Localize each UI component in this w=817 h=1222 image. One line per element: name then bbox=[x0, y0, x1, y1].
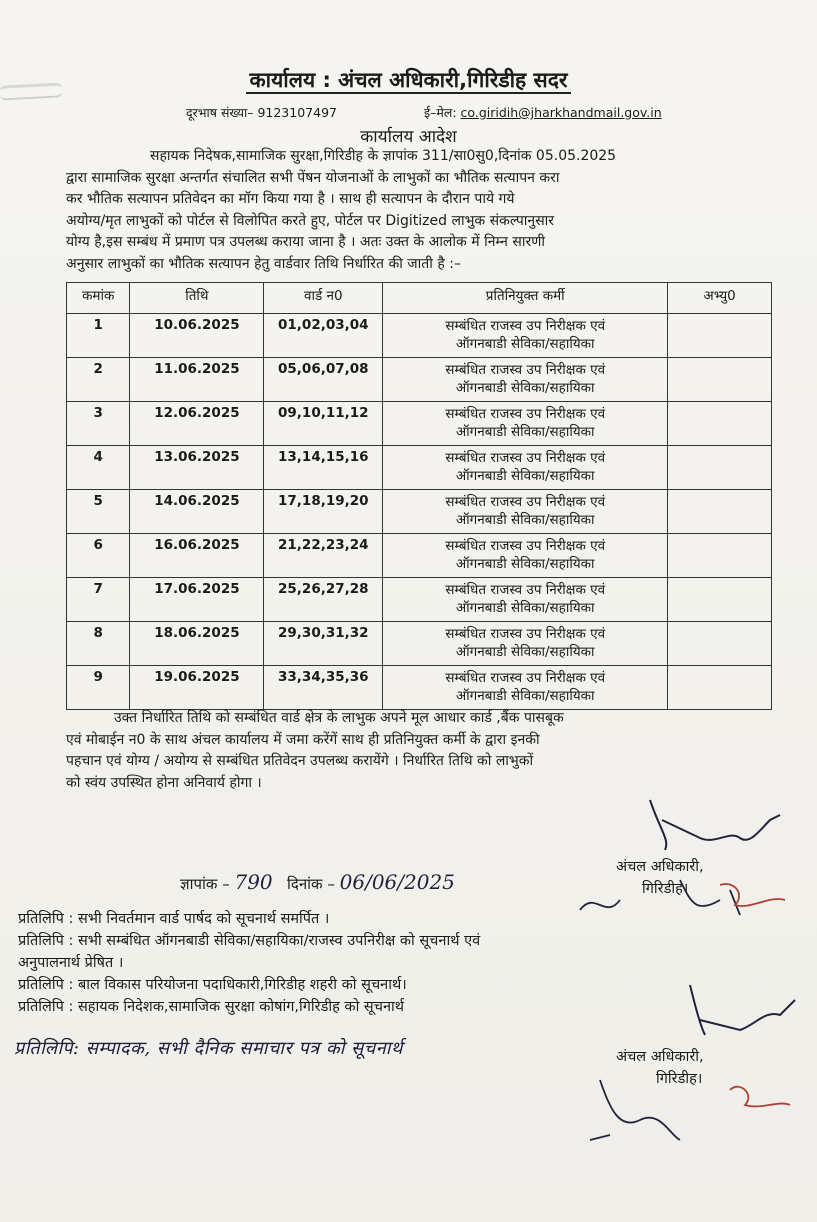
date-cell: 11.06.2025 bbox=[130, 358, 264, 402]
initials-stamp bbox=[580, 1060, 800, 1150]
verification-schedule-table bbox=[66, 282, 772, 710]
serial-cell: 9 bbox=[67, 666, 130, 710]
body-line: उक्त निर्धारित तिथि को सम्बंधित वार्ड क्षेत्र के लाभुक अपने मूल आधार कार्ड ,बैंक पासबूक bbox=[114, 710, 564, 726]
staff-cell bbox=[383, 446, 668, 490]
copy-line: अनुपालनार्थ प्रेषित । bbox=[18, 955, 124, 971]
office-title: कार्यालय : अंचल अधिकारी,गिरिडीह सदर bbox=[0, 66, 817, 94]
body-line: पहचान एवं योग्य / अयोग्य से सम्बंधित प्रतिवेदन उपलब्ध करायेंगे । निर्धारित तिथि को लाभुकों bbox=[66, 753, 534, 769]
body-line: सहायक निदेषक,सामाजिक सुरक्षा,गिरिडीह के ज्ञापांक 311/सा0सु0,दिनांक 05.05.2025 bbox=[150, 148, 617, 164]
ward-cell: 17,18,19,20 bbox=[264, 490, 383, 534]
instructions-paragraph bbox=[66, 708, 772, 794]
signatory-designation: अंचल अधिकारी, bbox=[616, 859, 704, 875]
remarks-cell bbox=[668, 314, 772, 358]
table-row bbox=[67, 314, 772, 358]
signatory-designation: अंचल अधिकारी, bbox=[616, 1049, 704, 1065]
staff-line: ऑगनबाडी सेविका/सहायिका bbox=[455, 468, 595, 484]
phone-number: दूरभाष संख्या– 9123107497 bbox=[186, 105, 337, 120]
email-line: ई–मेल: co.giridih@jharkhandmail.gov.in bbox=[424, 105, 662, 120]
staff-line: सम्बंधित राजस्व उप निरीक्षक एवं bbox=[445, 670, 606, 686]
date-cell: 13.06.2025 bbox=[130, 446, 264, 490]
staff-line: सम्बंधित राजस्व उप निरीक्षक एवं bbox=[445, 318, 606, 334]
signatory-place: गिरिडीह। bbox=[656, 1071, 703, 1087]
copy-line: प्रतिलिपि : सभी सम्बंधित ऑगनबाडी सेविका/सहायिका/राजस्व उपनिरीक्ष को सूचनार्थ एवं bbox=[18, 933, 481, 949]
remarks-cell bbox=[668, 358, 772, 402]
body-line: कर भौतिक सत्यापन प्रतिवेदन का मॉग किया गया है । साथ ही सत्यापन के दौरान पाये गये bbox=[66, 191, 515, 207]
body-line: योग्य है,इस सम्बंध में प्रमाण पत्र उपलब्ध कराया जाना है । अतः उक्त के आलोक में निम्न सारणी bbox=[66, 234, 545, 250]
remarks-cell bbox=[668, 578, 772, 622]
copy-distribution bbox=[18, 908, 778, 1018]
serial-cell: 2 bbox=[67, 358, 130, 402]
header-serial: कमांक bbox=[67, 283, 130, 314]
signature-scribble bbox=[670, 980, 800, 1040]
copy-line: प्रतिलिपि : सभी निवर्तमान वार्ड पार्षद को सूचनार्थ समर्पित । bbox=[18, 911, 330, 927]
signatory-place: गिरिडीह। bbox=[642, 881, 689, 897]
body-line: को स्वंय उपस्थित होना अनिवार्य होगा । bbox=[66, 774, 262, 791]
ward-cell: 33,34,35,36 bbox=[264, 666, 383, 710]
ward-cell: 09,10,11,12 bbox=[264, 402, 383, 446]
serial-cell: 8 bbox=[67, 622, 130, 666]
date-cell: 19.06.2025 bbox=[130, 666, 264, 710]
table-row bbox=[67, 578, 772, 622]
order-body bbox=[66, 146, 772, 275]
remarks-cell bbox=[668, 534, 772, 578]
order-title: कार्यालय आदेश bbox=[360, 127, 457, 147]
copy-line: प्रतिलिपि : बाल विकास परियोजना पदाधिकारी,गिरिडीह शहरी को सूचनार्थ। bbox=[18, 977, 407, 993]
ward-cell: 13,14,15,16 bbox=[264, 446, 383, 490]
handwritten-copy-note: प्रतिलिपि: सम्पादक, सभी दैनिक समाचार पत्र को सूचनार्थ bbox=[14, 1038, 403, 1059]
memo-reference: ज्ञापांक – 790 दिनांक – 06/06/2025 bbox=[180, 870, 455, 894]
staff-line: सम्बंधित राजस्व उप निरीक्षक एवं bbox=[445, 406, 606, 422]
header-remarks: अभ्यु0 bbox=[668, 283, 772, 314]
remarks-cell bbox=[668, 446, 772, 490]
staff-cell bbox=[383, 490, 668, 534]
staff-line: सम्बंधित राजस्व उप निरीक्षक एवं bbox=[445, 450, 606, 466]
staff-line: सम्बंधित राजस्व उप निरीक्षक एवं bbox=[445, 494, 606, 510]
remarks-cell bbox=[668, 490, 772, 534]
table-row bbox=[67, 622, 772, 666]
table-row bbox=[67, 534, 772, 578]
ward-cell: 25,26,27,28 bbox=[264, 578, 383, 622]
staff-line: सम्बंधित राजस्व उप निरीक्षक एवं bbox=[445, 626, 606, 642]
ward-cell: 21,22,23,24 bbox=[264, 534, 383, 578]
staff-line: ऑगनबाडी सेविका/सहायिका bbox=[455, 644, 595, 660]
ward-cell: 05,06,07,08 bbox=[264, 358, 383, 402]
table-row bbox=[67, 358, 772, 402]
serial-cell: 7 bbox=[67, 578, 130, 622]
serial-cell: 1 bbox=[67, 314, 130, 358]
staff-line: ऑगनबाडी सेविका/सहायिका bbox=[455, 336, 595, 352]
staff-line: ऑगनबाडी सेविका/सहायिका bbox=[455, 600, 595, 616]
remarks-cell bbox=[668, 622, 772, 666]
body-line: अनुसार लाभुकों का भौतिक सत्यापन हेतु वार्डवार तिथि निर्धारित की जाती है :– bbox=[66, 255, 461, 272]
serial-cell: 3 bbox=[67, 402, 130, 446]
date-cell: 12.06.2025 bbox=[130, 402, 264, 446]
staff-line: ऑगनबाडी सेविका/सहायिका bbox=[455, 512, 595, 528]
date-cell: 14.06.2025 bbox=[130, 490, 264, 534]
staff-cell bbox=[383, 578, 668, 622]
body-line: अयोग्य/मृत लाभुकों को पोर्टल से विलोपित करते हुए, पोर्टल पर Digitized लाभुक संकल्पानुसार bbox=[66, 212, 555, 229]
staff-line: ऑगनबाडी सेविका/सहायिका bbox=[455, 688, 595, 704]
staff-cell bbox=[383, 666, 668, 710]
header-ward: वार्ड न0 bbox=[264, 283, 383, 314]
table-header-row bbox=[67, 283, 772, 314]
date-cell: 16.06.2025 bbox=[130, 534, 264, 578]
staff-line: ऑगनबाडी सेविका/सहायिका bbox=[455, 556, 595, 572]
staff-line: सम्बंधित राजस्व उप निरीक्षक एवं bbox=[445, 362, 606, 378]
serial-cell: 5 bbox=[67, 490, 130, 534]
memo-date: 06/06/2025 bbox=[339, 870, 455, 894]
staff-line: ऑगनबाडी सेविका/सहायिका bbox=[455, 424, 595, 440]
body-line: एवं मोबाईन न0 के साथ अंचल कार्यालय में जमा करेंगें साथ ही प्रतिनियुक्त कर्मी के द्वारा इनकी bbox=[66, 731, 540, 748]
staff-line: सम्बंधित राजस्व उप निरीक्षक एवं bbox=[445, 538, 606, 554]
staff-cell bbox=[383, 314, 668, 358]
body-line: द्वारा सामाजिक सुरक्षा अन्तर्गत संचालित सभी पेंषन योजनाओं के लाभुकों का भौतिक सत्यापन करा bbox=[66, 169, 560, 186]
header-staff: प्रतिनियुक्त कर्मी bbox=[383, 283, 668, 314]
memo-number: 790 bbox=[234, 870, 273, 894]
table-row bbox=[67, 402, 772, 446]
table-row bbox=[67, 446, 772, 490]
staff-line: ऑगनबाडी सेविका/सहायिका bbox=[455, 380, 595, 396]
copy-line: प्रतिलिपि : सहायक निदेशक,सामाजिक सुरक्षा कोषांग,गिरिडीह को सूचनार्थ bbox=[18, 999, 405, 1015]
table-row bbox=[67, 666, 772, 710]
staff-cell bbox=[383, 534, 668, 578]
signature-scribble bbox=[640, 790, 790, 860]
staff-cell bbox=[383, 402, 668, 446]
ward-cell: 29,30,31,32 bbox=[264, 622, 383, 666]
staff-line: सम्बंधित राजस्व उप निरीक्षक एवं bbox=[445, 582, 606, 598]
date-cell: 18.06.2025 bbox=[130, 622, 264, 666]
staff-cell bbox=[383, 358, 668, 402]
remarks-cell bbox=[668, 666, 772, 710]
serial-cell: 4 bbox=[67, 446, 130, 490]
date-cell: 17.06.2025 bbox=[130, 578, 264, 622]
email-address[interactable]: co.giridih@jharkhandmail.gov.in bbox=[460, 105, 662, 120]
ward-cell: 01,02,03,04 bbox=[264, 314, 383, 358]
serial-cell: 6 bbox=[67, 534, 130, 578]
header-date: तिथि bbox=[130, 283, 264, 314]
date-cell: 10.06.2025 bbox=[130, 314, 264, 358]
table-row bbox=[67, 490, 772, 534]
remarks-cell bbox=[668, 402, 772, 446]
staff-cell bbox=[383, 622, 668, 666]
